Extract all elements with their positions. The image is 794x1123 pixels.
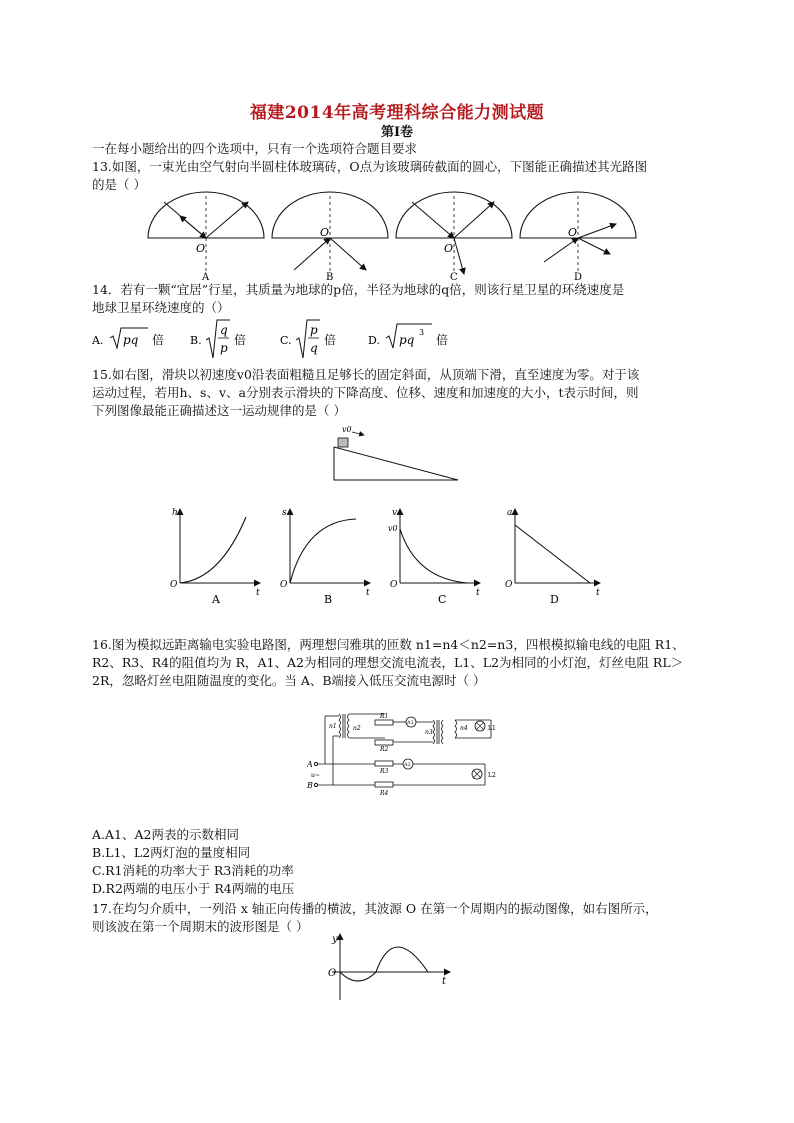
q16-label-l1: L1 — [488, 725, 496, 732]
q14-option-c — [280, 320, 336, 358]
q17-wave-curve — [340, 947, 428, 981]
q14-den-b: p — [220, 341, 228, 355]
q16-label-n4: n4 — [460, 725, 468, 732]
q15-y-d: a — [507, 508, 513, 518]
q13-origin-c: O — [444, 242, 454, 255]
q15-y0-c: v0 — [388, 524, 398, 533]
q16-label-a-terminal: A — [307, 760, 313, 769]
q15-y-c: v — [392, 508, 398, 518]
q16-option-d: D.R2两端的电压小于 R4两端的电压 — [92, 881, 295, 896]
q14-option-b — [190, 320, 246, 358]
q15-slider-block — [338, 438, 348, 447]
q15-origin-d: O — [505, 580, 513, 590]
q15-incline-figure — [330, 420, 462, 484]
q15-graph-b — [280, 508, 370, 606]
q16-label-l2: L2 — [488, 772, 496, 779]
q13-figure-b — [272, 192, 388, 283]
q17-origin: O — [328, 968, 337, 979]
q13-figure-c — [396, 192, 512, 283]
q13-figure-a — [148, 192, 264, 283]
q14-label-a: A. — [92, 334, 104, 347]
q16-label-u: u~ — [311, 772, 320, 779]
q13-origin-d: O — [568, 226, 578, 239]
q16-line1: 16.图为模拟远距离输电实验电路图，两理想闫雅琪的匝数 n1=n4＜n2=n3，四根模拟输电线的电阻 R1、 — [92, 637, 685, 652]
q15-y-a: h — [172, 508, 178, 518]
q15-label-c: C — [438, 593, 447, 606]
q15-origin-b: O — [280, 580, 288, 590]
q17-line2: 则该波在第一个周期末的波形图是（ ） — [92, 919, 309, 934]
q14-option-d — [368, 324, 448, 348]
q17-y-label: y — [332, 934, 338, 945]
q15-line2: 运动过程，若用h、s、v、a分别表示滑块的下降高度、位移、速度和加速度的大小，t表示时间，则 — [92, 385, 639, 400]
q14-option-a — [91, 328, 164, 348]
q14-expr-a: pq — [123, 333, 139, 347]
q14-label-c: C. — [280, 334, 292, 347]
paper-title: 福建2014年高考理科综合能力测试题 — [249, 103, 545, 123]
q13-origin-a: O — [196, 242, 206, 255]
instruction: 一在每小题给出的四个选项中，只有一个选项符合题目要求 — [92, 141, 418, 156]
q16-label-r4: R4 — [380, 790, 389, 797]
q16-label-b-terminal: B — [307, 781, 313, 790]
q14-label-b: B. — [190, 334, 202, 347]
q16-label-a2: A2 — [404, 762, 411, 768]
q15-graph-a — [170, 508, 260, 606]
q16-line2: R2、R3、R4的阻值均为 R，A1、A2为相同的理想交流电流表，L1、L2为相同的小灯泡，灯丝电阻 RL＞ — [92, 655, 684, 670]
q13-option-a: A — [202, 272, 210, 283]
q15-x-b: t — [366, 588, 370, 598]
q13-option-d: D — [574, 272, 583, 283]
q14-num-b: q — [220, 323, 228, 337]
q14-num-c: p — [310, 323, 318, 337]
q14-line1: 14．若有一颗“宜居”行星，其质量为地球的p倍，半径为地球的q倍，则该行星卫星的环绕速度是 — [92, 282, 625, 297]
q15-line3: 下列图像最能正确描述这一运动规律的是（ ） — [92, 403, 346, 418]
q14-label-d: D. — [368, 334, 380, 347]
q16-line3: 2R，忽略灯丝电阻随温度的变化。当 A、B端接入低压交流电源时（ ） — [92, 673, 486, 688]
q15-graphs — [160, 505, 610, 610]
q14-exp-d: 3 — [419, 328, 425, 337]
q15-label-a: A — [212, 593, 220, 606]
q14-den-c: q — [310, 341, 318, 355]
q13-option-c: C — [450, 272, 458, 283]
q15-x-d: t — [596, 588, 600, 598]
q16-label-n3: n3 — [425, 729, 433, 736]
q14-unit-b: 倍 — [234, 333, 247, 347]
q16-label-r2: R2 — [380, 746, 389, 753]
q15-x-a: t — [256, 588, 260, 598]
q15-label-b: B — [324, 593, 333, 606]
section-title: 第Ⅰ卷 — [380, 125, 414, 140]
q16-option-a: A.A1、A2两表的示数相同 — [92, 827, 239, 842]
q15-origin-a: O — [170, 580, 178, 590]
q15-v0-label: v0 — [342, 425, 352, 434]
q16-label-a1: A1 — [407, 720, 414, 726]
q13-option-b: B — [326, 272, 334, 283]
q14-options — [92, 318, 472, 360]
q15-origin-c: O — [390, 580, 398, 590]
q14-line2: 地球卫星环绕速度的（） — [92, 300, 230, 315]
q13-figures — [140, 192, 620, 282]
q16-label-n2: n2 — [353, 725, 361, 732]
q15-x-c: t — [476, 588, 480, 598]
q15-line1: 15.如右图，滑块以初速度v0沿表面粗糙且足够长的固定斜面，从顶端下滑，直至速度为零。对于该 — [92, 367, 640, 382]
q17-x-label: t — [442, 976, 447, 987]
q13-figure-d — [520, 192, 636, 283]
q14-unit-d: 倍 — [436, 333, 449, 347]
q17-line1: 17.在均匀介质中，一列沿 x 轴正向传播的横波，其波源 O 在第一个周期内的振动图像，如右图所示， — [92, 901, 658, 916]
q13-line2: 的是（ ） — [92, 177, 146, 192]
q15-label-d: D — [550, 593, 559, 606]
q16-option-b: B.L1、L2两灯泡的量度相同 — [92, 845, 251, 860]
q16-option-c: C.R1消耗的功率大于 R3消耗的功率 — [92, 863, 294, 878]
q15-graph-c — [388, 508, 480, 606]
q15-graph-d — [505, 508, 600, 606]
q16-label-n1: n1 — [329, 723, 337, 730]
q14-expr-d: pq — [399, 333, 415, 347]
q14-unit-a: 倍 — [152, 333, 165, 347]
q16-circuit — [305, 706, 505, 806]
q17-vibration-graph — [326, 928, 456, 1004]
q16-label-r1: R1 — [380, 713, 389, 720]
q13-origin-b: O — [320, 226, 330, 239]
q13-line1: 13.如图，一束光由空气射向半圆柱体玻璃砖，O点为该玻璃砖截面的圆心，下图能正确描述其光路图 — [92, 159, 648, 174]
q15-y-b: s — [282, 508, 287, 518]
q14-unit-c: 倍 — [324, 333, 337, 347]
q16-label-r3: R3 — [380, 768, 389, 775]
